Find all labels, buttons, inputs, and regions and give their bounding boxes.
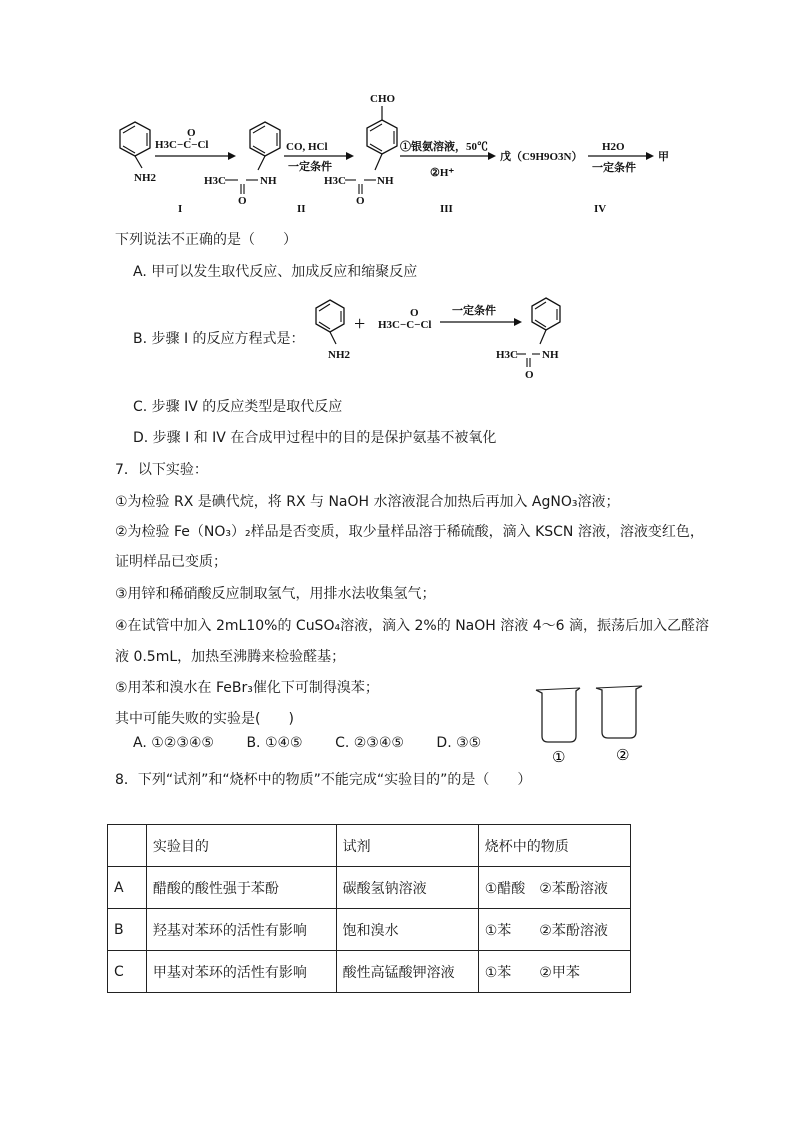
nh2-label-b: NH2 bbox=[328, 349, 350, 361]
h3c-label: H3C bbox=[204, 175, 226, 187]
q7-choice-b[interactable]: B. ①④⑤ bbox=[246, 735, 303, 751]
p-acetamidobenzaldehyde-structure bbox=[324, 93, 397, 207]
table-cell: C bbox=[108, 951, 147, 993]
table-header-cell bbox=[108, 825, 147, 867]
q6-option-c: C. 步骤 IV 的反应类型是取代反应 bbox=[133, 399, 343, 415]
q7-stem: 7．以下实验： bbox=[115, 462, 208, 478]
q7-item-3: ③用锌和稀硝酸反应制取氢气，用排水法收集氢气； bbox=[115, 586, 436, 602]
q6-stem: 下列说法不正确的是（ ） bbox=[115, 232, 297, 248]
h3c-label-b: H3C bbox=[496, 349, 518, 361]
nh-label-b: NH bbox=[542, 349, 559, 361]
table-cell: ①醋酸 ②苯酚溶液 bbox=[478, 867, 630, 909]
beakers-figure bbox=[530, 684, 660, 770]
step-label-2: II bbox=[297, 203, 306, 215]
step-label-3: III bbox=[440, 203, 453, 215]
table-cell: A bbox=[108, 867, 147, 909]
reagent-acetyl-chloride-b: H3C−C−Cl bbox=[378, 319, 432, 331]
option-b-condition: 一定条件 bbox=[452, 305, 496, 317]
q7-item-2-line-2: 证明样品已变质； bbox=[115, 554, 227, 570]
reagent-1-oxygen: O bbox=[187, 127, 196, 139]
q6-option-b: B. 步骤 I 的反应方程式是： bbox=[133, 331, 305, 347]
condition-4: 一定条件 bbox=[592, 162, 636, 174]
reagent-acetyl-chloride: H3C−C−Cl bbox=[155, 139, 209, 151]
q7-choice-c[interactable]: C. ②③④⑤ bbox=[335, 735, 404, 751]
intermediate-wu: 戊（C9H9O3N） bbox=[500, 151, 583, 163]
table-row bbox=[108, 909, 631, 951]
step-label-4: IV bbox=[594, 203, 607, 215]
beaker-2-icon bbox=[596, 686, 642, 738]
beaker-1-label: ① bbox=[552, 748, 566, 766]
table-cell: B bbox=[108, 909, 147, 951]
aniline-structure bbox=[120, 122, 157, 184]
beaker-1-icon bbox=[536, 688, 580, 742]
carbonyl-o-label: O bbox=[238, 195, 247, 207]
table-header-cell: 实验目的 bbox=[146, 825, 336, 867]
reagent-co-hcl: CO, HCl bbox=[286, 141, 328, 153]
reagent-acid: ②H⁺ bbox=[430, 167, 455, 179]
table-cell: 酸性高锰酸钾溶液 bbox=[336, 951, 478, 993]
q7-choice-a[interactable]: A. ①②③④⑤ bbox=[133, 735, 214, 751]
carbonyl-o-label-b: O bbox=[525, 369, 534, 381]
reagent-water: H2O bbox=[602, 141, 625, 153]
option-b-equation bbox=[300, 292, 580, 382]
table-cell: 甲基对苯环的活性有影响 bbox=[146, 951, 336, 993]
q7-ask: 其中可能失败的实验是( ) bbox=[115, 711, 294, 727]
synthesis-scheme bbox=[100, 88, 680, 218]
reagent-b-oxygen: O bbox=[410, 307, 419, 319]
h3c-label-3: H3C bbox=[324, 175, 346, 187]
nh2-label: NH2 bbox=[134, 172, 156, 184]
table-cell: 羟基对苯环的活性有影响 bbox=[146, 909, 336, 951]
q6-option-a: A. 甲可以发生取代反应、加成反应和缩聚反应 bbox=[133, 264, 418, 280]
table-cell: ①苯 ②甲苯 bbox=[478, 951, 630, 993]
table-cell: 碳酸氢钠溶液 bbox=[336, 867, 478, 909]
q7-item-5: ⑤用苯和溴水在 FeBr₃催化下可制得溴苯； bbox=[115, 680, 379, 696]
nh-label: NH bbox=[260, 175, 277, 187]
q7-item-4-line-1: ④在试管中加入 2mL10%的 CuSO₄溶液，滴入 2%的 NaOH 溶液 4～6 滴，振荡后加入乙醛溶 bbox=[115, 618, 709, 634]
table-row bbox=[108, 951, 631, 993]
acetanilide-structure bbox=[204, 122, 280, 207]
condition-2: 一定条件 bbox=[288, 161, 332, 173]
q7-item-1: ①为检验 RX 是碘代烷，将 RX 与 NaOH 水溶液混合加热后再加入 AgNO₃溶液； bbox=[115, 494, 620, 510]
beaker-2-label: ② bbox=[616, 746, 630, 764]
table-cell: 醋酸的酸性强于苯酚 bbox=[146, 867, 336, 909]
table-header-cell: 烧杯中的物质 bbox=[478, 825, 630, 867]
plus-sign: + bbox=[354, 313, 366, 335]
experiment-table bbox=[107, 824, 631, 993]
table-header-cell: 试剂 bbox=[336, 825, 478, 867]
reagent-silver-ammonia: ①银氨溶液，50℃ bbox=[400, 141, 488, 153]
nh-label-3: NH bbox=[377, 175, 394, 187]
q7-choice-d[interactable]: D. ③⑤ bbox=[436, 735, 482, 751]
cho-label: CHO bbox=[370, 93, 396, 105]
product-jia: 甲 bbox=[658, 151, 669, 163]
table-cell: 饱和溴水 bbox=[336, 909, 478, 951]
carbonyl-o-label-3: O bbox=[356, 195, 365, 207]
step-label-1: I bbox=[178, 203, 183, 215]
table-row bbox=[108, 867, 631, 909]
q8-stem: 8．下列“试剂”和“烧杯中的物质”不能完成“实验目的”的是（ ） bbox=[115, 772, 532, 788]
q6-option-d: D. 步骤 I 和 IV 在合成甲过程中的目的是保护氨基不被氧化 bbox=[133, 430, 497, 446]
q7-item-4-line-2: 液 0.5mL，加热至沸腾来检验醛基； bbox=[115, 649, 346, 665]
table-header-row bbox=[108, 825, 631, 867]
q7-item-2-line-1: ②为检验 Fe（NO₃）₂样品是否变质，取少量样品溶于稀硫酸，滴入 KSCN 溶液，溶液变红色， bbox=[115, 524, 704, 540]
q7-choices bbox=[133, 735, 509, 751]
table-cell: ①苯 ②苯酚溶液 bbox=[478, 909, 630, 951]
